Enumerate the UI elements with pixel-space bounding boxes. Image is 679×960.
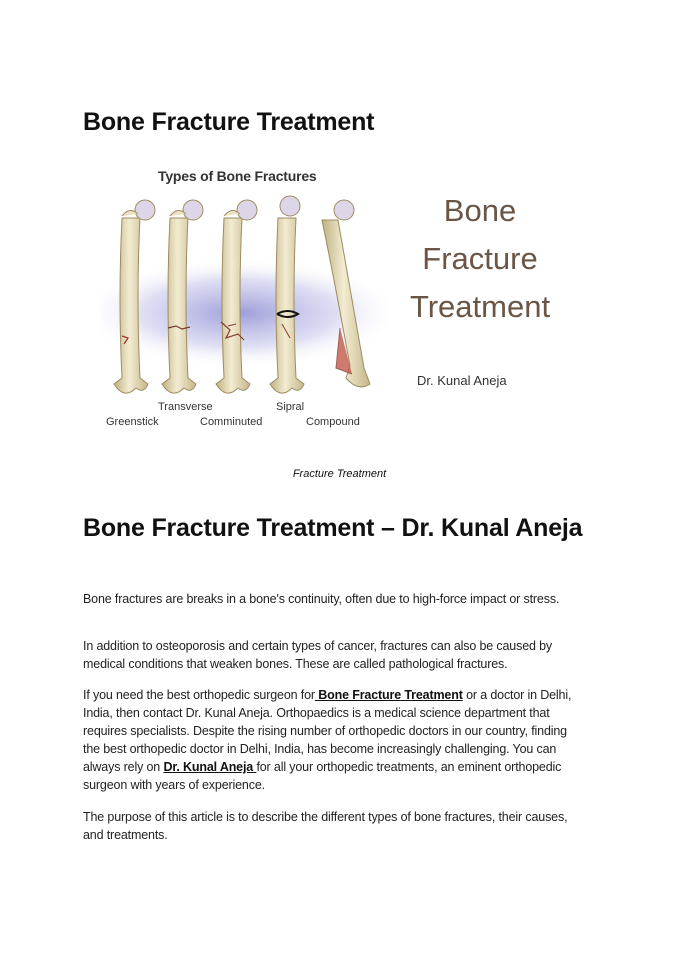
figure-author: Dr. Kunal Aneja [417, 373, 507, 388]
paragraph-3 [83, 686, 583, 794]
label-transverse: Transverse [158, 401, 213, 413]
dr-kunal-aneja-link[interactable]: Dr. Kunal Aneja [163, 760, 257, 774]
paragraph-2: In addition to osteoporosis and certain types of cancer, fractures can also be caused by medical conditions that weaken bones. These are called pathological fractures. [83, 639, 553, 671]
big-title-line-2: Fracture [422, 241, 538, 276]
paragraph-3-part-3: for all your orthopedic treatments, an eminent orthopedic surgeon with years of experience. [83, 760, 562, 792]
figure-caption: Fracture Treatment [292, 468, 387, 480]
big-title-line-1: Bone [443, 193, 517, 228]
page-heading: Bone Fracture Treatment [83, 108, 375, 136]
label-comminuted: Comminuted [200, 416, 263, 428]
paragraph-3-part-2: or a doctor in Delhi, India, then contact Dr. Kunal Aneja. Orthopaedics is a medical science department that requires specialists. Despite the rising number of orthopedic doctors in our country, finding the best orthopedic doctor in Delhi, India, has become increasingly challenging. You can always rely on [83, 688, 572, 774]
paragraph-3-part-1: If you need the best orthopedic surgeon for [83, 688, 315, 702]
section-title: Bone Fracture Treatment – Dr. Kunal Aneja [83, 514, 583, 542]
paragraph-1: Bone fractures are breaks in a bone's continuity, often due to high-force impact or stress. [83, 592, 560, 606]
bone-fracture-treatment-link[interactable]: Bone Fracture Treatment [314, 688, 463, 702]
bones-illustration [100, 188, 390, 403]
big-title-line-3: Treatment [409, 289, 551, 324]
paragraph-4: The purpose of this article is to describe the different types of bone fractures, their causes, and treatments. [83, 810, 568, 842]
label-spiral: Sipral [276, 401, 305, 413]
figure-big-title [385, 187, 575, 331]
label-greenstick: Greenstick [106, 416, 159, 428]
figure-title: Types of Bone Fractures [158, 168, 317, 184]
fracture-figure [100, 160, 570, 445]
label-compound: Compound [306, 416, 360, 428]
